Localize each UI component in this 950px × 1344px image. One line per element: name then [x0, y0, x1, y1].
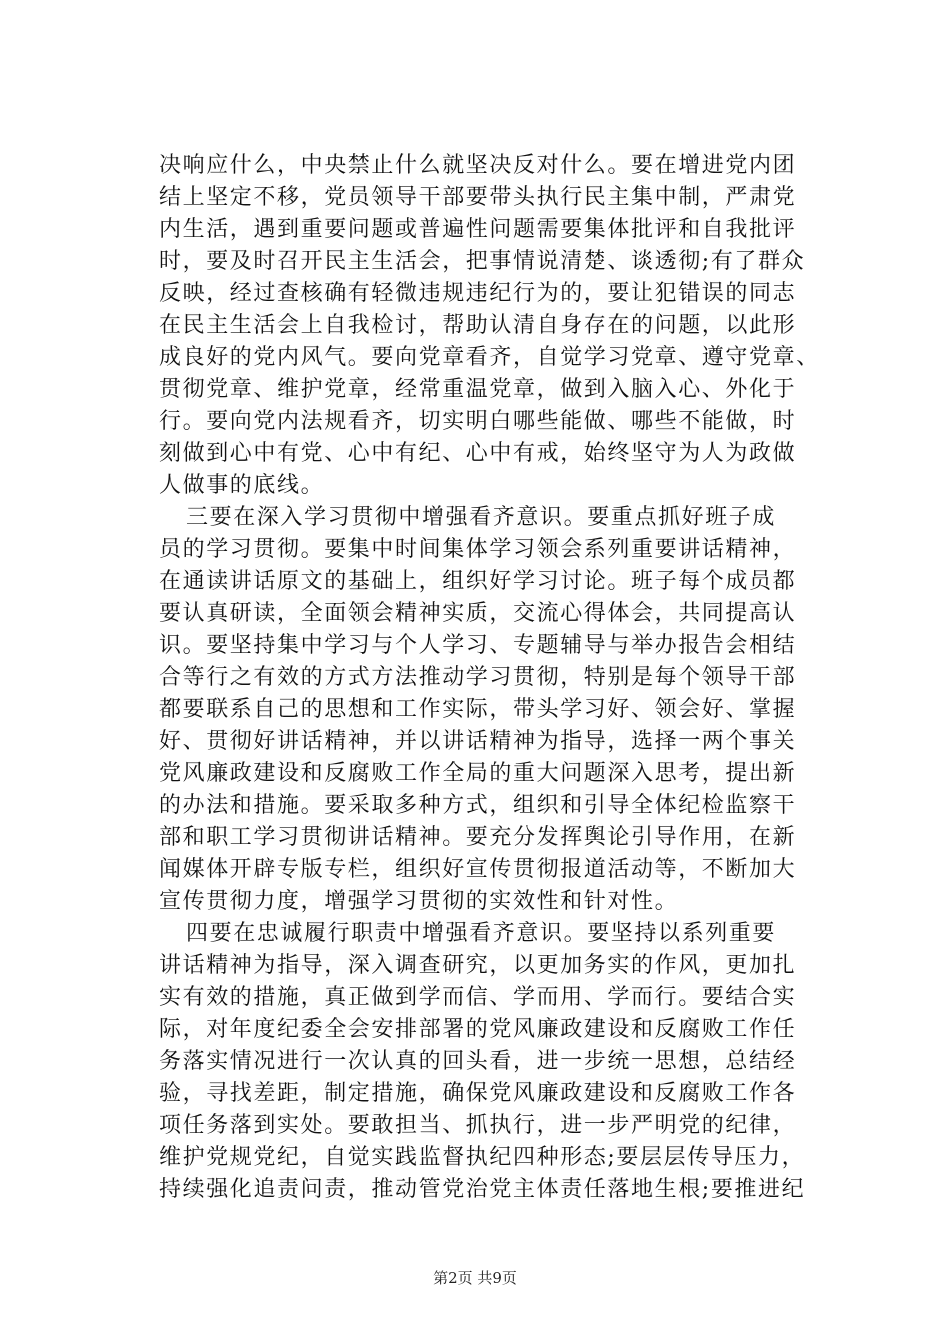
text-line: 党风廉政建设和反腐败工作全局的重大问题深入思考，提出新	[159, 761, 797, 786]
paragraph-start-line: 三要在深入学习贯彻中增强看齐意识。要重点抓好班子成	[186, 505, 777, 530]
text-line: 务落实情况进行一次认真的回头看，进一步统一思想，总结经	[159, 1049, 797, 1074]
text-line: 好、贯彻好讲话精神，并以讲话精神为指导，选择一两个事关	[159, 729, 797, 754]
text-line: 结上坚定不移，党员领导干部要带头执行民主集中制，严肃党	[159, 185, 797, 210]
text-line: 际，对年度纪委全会安排部署的党风廉政建设和反腐败工作任	[159, 1017, 797, 1042]
text-line: 合等行之有效的方式方法推动学习贯彻，特别是每个领导干部	[159, 665, 797, 690]
text-line: 员的学习贯彻。要集中时间集体学习领会系列重要讲话精神，	[159, 537, 797, 562]
page-footer	[0, 1268, 950, 1288]
text-line: 都要联系自己的思想和工作实际，带头学习好、领会好、掌握	[159, 697, 797, 722]
text-line: 实有效的措施，真正做到学而信、学而用、学而行。要结合实	[159, 985, 797, 1010]
text-line: 内生活，遇到重要问题或普遍性问题需要集体批评和自我批评	[159, 217, 797, 242]
text-line: 宣传贯彻力度，增强学习贯彻的实效性和针对性。	[159, 889, 679, 914]
text-line: 反映，经过查核确有轻微违规违纪行为的，要让犯错误的同志	[159, 281, 797, 306]
text-line: 部和职工学习贯彻讲话精神。要充分发挥舆论引导作用，在新	[159, 825, 797, 850]
text-line: 持续强化追责问责，推动管党治党主体责任落地生根;要推进纪	[159, 1177, 806, 1202]
text-line: 的办法和措施。要采取多种方式，组织和引导全体纪检监察干	[159, 793, 797, 818]
text-line: 验，寻找差距，制定措施，确保党风廉政建设和反腐败工作各	[159, 1081, 797, 1106]
text-line: 行。要向党内法规看齐，切实明白哪些能做、哪些不能做，时	[159, 409, 797, 434]
text-line: 讲话精神为指导，深入调查研究，以更加务实的作风，更加扎	[159, 953, 797, 978]
text-line: 识。要坚持集中学习与个人学习、专题辅导与举办报告会相结	[159, 633, 797, 658]
text-line: 贯彻党章、维护党章，经常重温党章，做到入脑入心、外化于	[159, 377, 797, 402]
text-line: 闻媒体开辟专版专栏，组织好宣传贯彻报道活动等，不断加大	[159, 857, 797, 882]
paragraph-start-line: 四要在忠诚履行职责中增强看齐意识。要坚持以系列重要	[186, 921, 777, 946]
text-line: 时，要及时召开民主生活会，把事情说清楚、谈透彻;有了群众	[159, 249, 806, 274]
body-text	[159, 150, 859, 1206]
text-line: 在民主生活会上自我检讨，帮助认清自身存在的问题，以此形	[159, 313, 797, 338]
text-line: 人做事的底线。	[159, 473, 325, 498]
page-number-label: 第2页 共9页	[433, 1269, 517, 1287]
text-line: 维护党规党纪，自觉实践监督执纪四种形态;要层层传导压力，	[159, 1145, 806, 1170]
text-line: 项任务落到实处。要敢担当、抓执行，进一步严明党的纪律，	[159, 1113, 797, 1138]
text-line: 刻做到心中有党、心中有纪、心中有戒，始终坚守为人为政做	[159, 441, 797, 466]
text-line: 决响应什么，中央禁止什么就坚决反对什么。要在增进党内团	[159, 153, 797, 178]
text-line: 在通读讲话原文的基础上，组织好学习讨论。班子每个成员都	[159, 569, 797, 594]
text-line: 成良好的党内风气。要向党章看齐，自觉学习党章、遵守党章、	[159, 345, 820, 370]
text-line: 要认真研读，全面领会精神实质，交流心得体会，共同提高认	[159, 601, 797, 626]
